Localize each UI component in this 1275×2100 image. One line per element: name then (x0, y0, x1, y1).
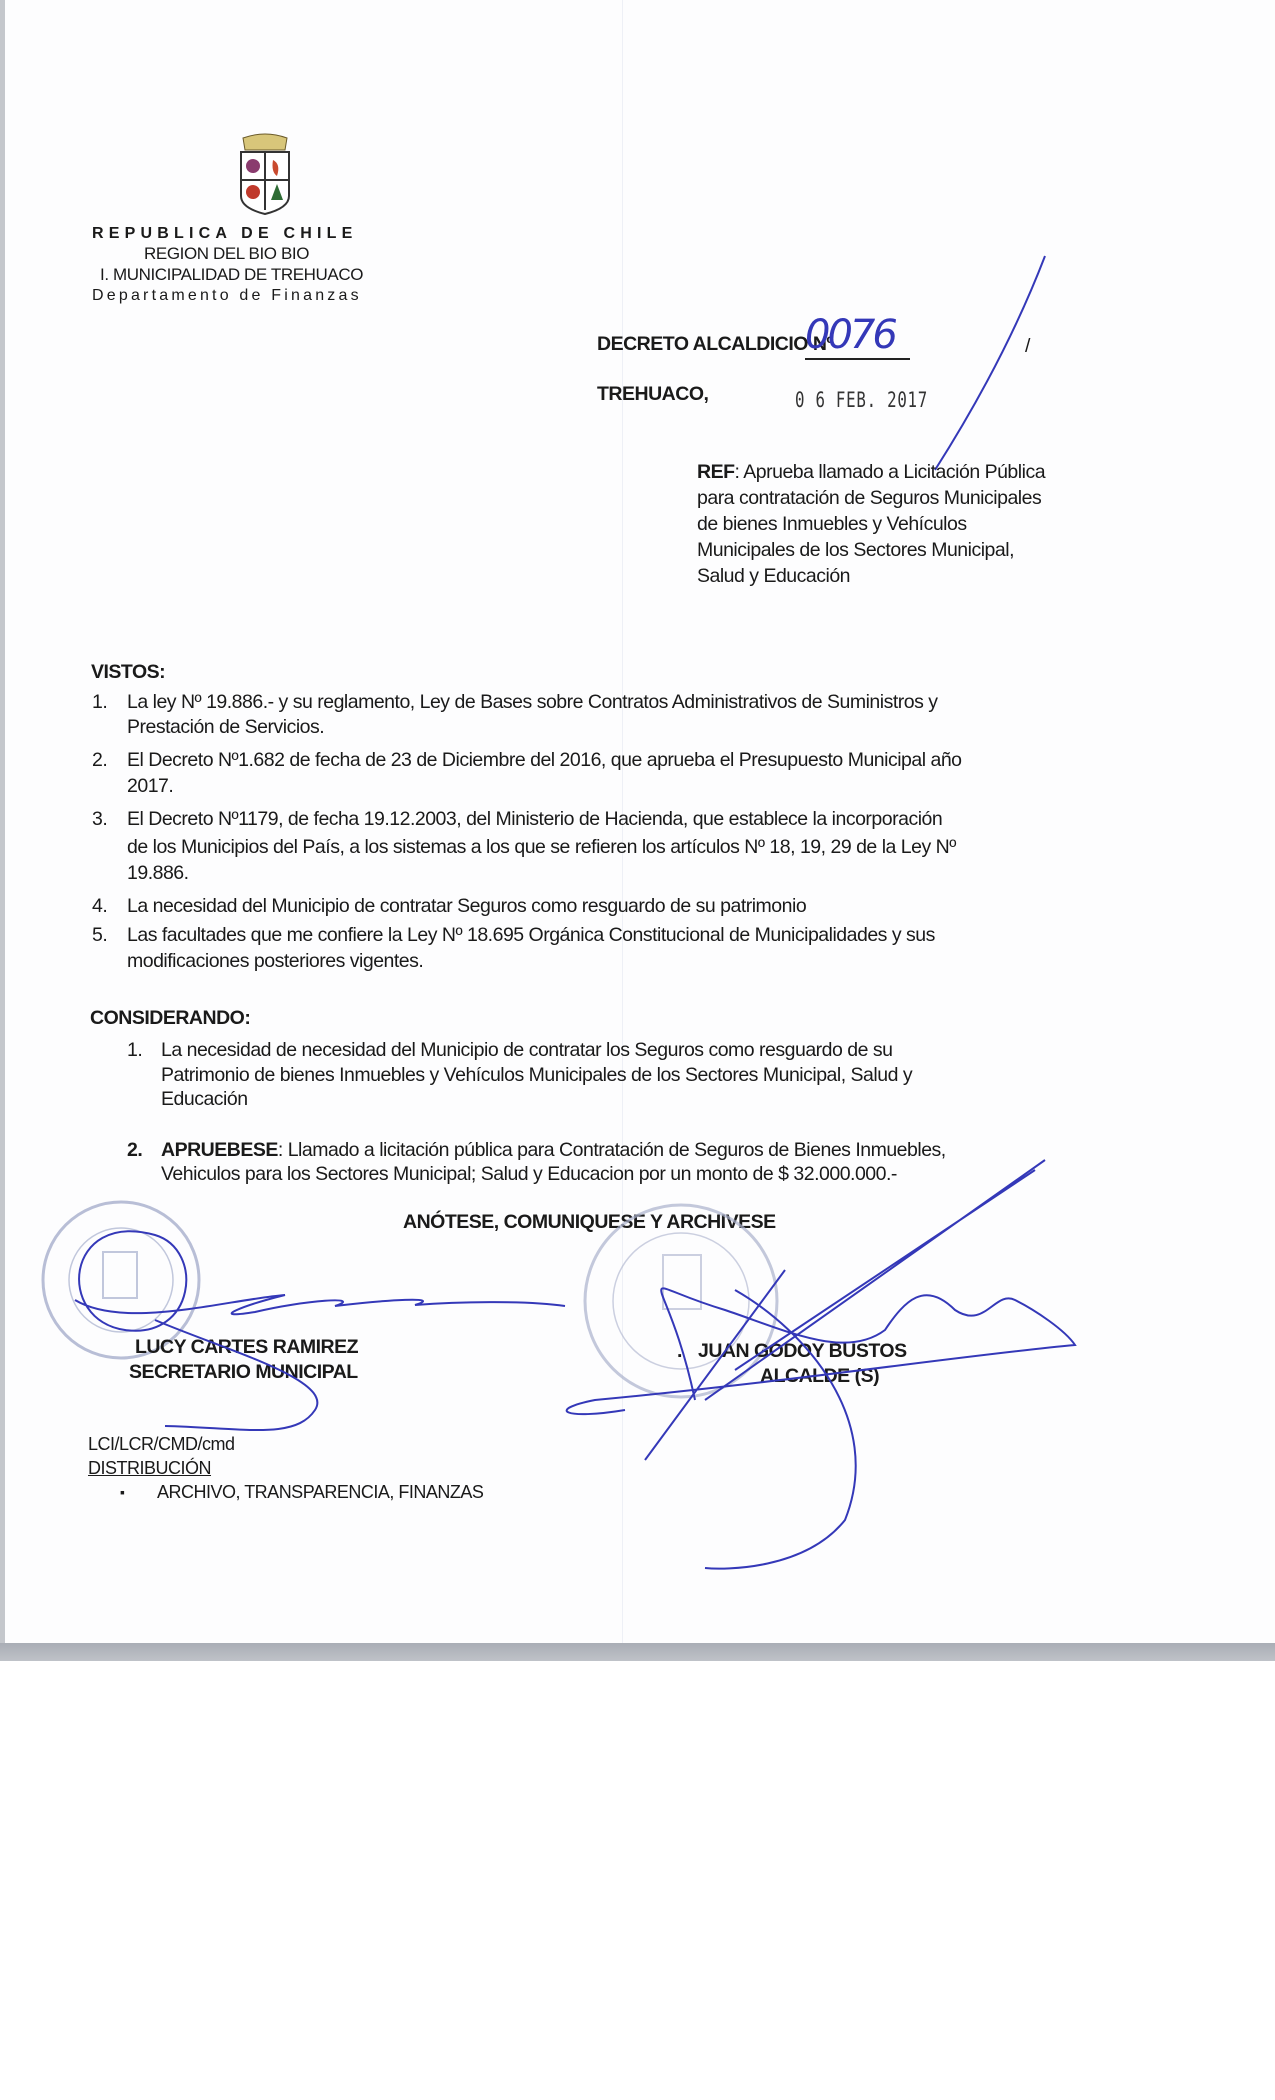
department-heading: Departamento de Finanzas (92, 287, 362, 304)
decree-suffix: / (1025, 335, 1030, 357)
list-item-line: 19.886. (127, 862, 189, 884)
list-number: 4. (92, 895, 108, 917)
list-number: 1. (92, 691, 108, 713)
mayor-title: ALCALDE (S) (760, 1365, 880, 1387)
apruebese-text: : Llamado a licitación pública para Contratación de Seguros de Bienes Inmuebles, (277, 1139, 946, 1161)
country-heading: REPUBLICA DE CHILE (92, 225, 358, 242)
list-item-line: Vehiculos para los Sectores Municipal; Salud y Educacion por un monto de $ 32.000.000.- (161, 1163, 897, 1185)
considerando-title: CONSIDERANDO: (90, 1007, 251, 1029)
ref-line: de bienes Inmuebles y Vehículos (697, 513, 967, 535)
list-number: 2. (127, 1139, 143, 1161)
bullet-icon: ▪ (120, 1484, 125, 1500)
initials: LCI/LCR/CMD/cmd (88, 1434, 235, 1454)
list-item-line (161, 1138, 946, 1162)
decree-number: 0076 (805, 312, 910, 360)
scan-edge (0, 1643, 1275, 1661)
apruebese-label: APRUEBESE (161, 1139, 278, 1161)
municipality-heading: I. MUNICIPALIDAD DE TREHUACO (100, 265, 364, 284)
list-item-line: La necesidad de necesidad del Municipio de contratar los Seguros como resguardo de su (161, 1039, 893, 1061)
list-item-line: Patrimonio de bienes Inmuebles y Vehículos Municipales de los Sectores Municipal, Salud y (161, 1064, 913, 1086)
region-heading: REGION DEL BIO BIO (144, 244, 310, 263)
list-number: 1. (127, 1039, 143, 1061)
list-item-line: La necesidad del Municipio de contratar Seguros como resguardo de su patrimonio (127, 895, 807, 917)
ref-line: Salud y Educación (697, 565, 851, 587)
mayor-stamp-icon (581, 1205, 781, 1405)
list-item-line: Prestación de Servicios. (127, 716, 325, 738)
ref-line: Municipales de los Sectores Municipal, (697, 539, 1014, 561)
secretary-title: SECRETARIO MUNICIPAL (129, 1361, 358, 1383)
list-number: 3. (92, 808, 108, 830)
ref-line (697, 460, 1045, 484)
list-number: 2. (92, 749, 108, 771)
date-stamp: 0 6 FEB. 2017 (795, 388, 929, 412)
list-number: 5. (92, 924, 108, 946)
decree-label: DECRETO ALCALDICIO Nº (597, 333, 834, 355)
signature-dot: . (677, 1340, 682, 1362)
vistos-title: VISTOS: (91, 661, 166, 683)
list-item-line: modificaciones posteriores vigentes. (127, 950, 424, 972)
secretary-name: LUCY CARTES RAMIREZ (135, 1336, 359, 1358)
mayor-name: JUAN GODOY BUSTOS (698, 1340, 907, 1362)
list-item-line: Las facultades que me confiere la Ley Nº 18.695 Orgánica Constitucional de Municipalidades y sus (127, 924, 935, 946)
list-item-line: 2017. (127, 775, 174, 797)
distribution-list: ARCHIVO, TRANSPARENCIA, FINANZAS (157, 1482, 484, 1502)
list-item-line: La ley Nº 19.886.- y su reglamento, Ley de Bases sobre Contratos Administrativos de Suministros y (127, 691, 938, 713)
distribution-label: DISTRIBUCIÓN (88, 1458, 212, 1478)
list-item-line: El Decreto Nº1179, de fecha 19.12.2003, del Ministerio de Hacienda, que establece la incorporación (127, 808, 943, 830)
ref-label: REF (697, 461, 735, 483)
municipal-emblem-icon (235, 134, 295, 214)
decree-place: TREHUACO, (597, 383, 709, 405)
ref-line: para contratación de Seguros Municipales (697, 487, 1042, 509)
list-item-line: El Decreto Nº1.682 de fecha de 23 de Diciembre del 2016, que aprueba el Presupuesto Municipal año (127, 749, 962, 771)
ref-text: : Aprueba llamado a Licitación Pública (734, 461, 1046, 483)
mayor-signature-icon (5, 0, 6, 1)
closing-formula: ANÓTESE, COMUNIQUESE Y ARCHIVESE (403, 1211, 776, 1233)
list-item-line: de los Municipios del País, a los sistemas a los que se refieren los artículos Nº 18, 19, 29 de la Ley Nº (127, 836, 956, 858)
list-item-line: Educación (161, 1088, 248, 1110)
